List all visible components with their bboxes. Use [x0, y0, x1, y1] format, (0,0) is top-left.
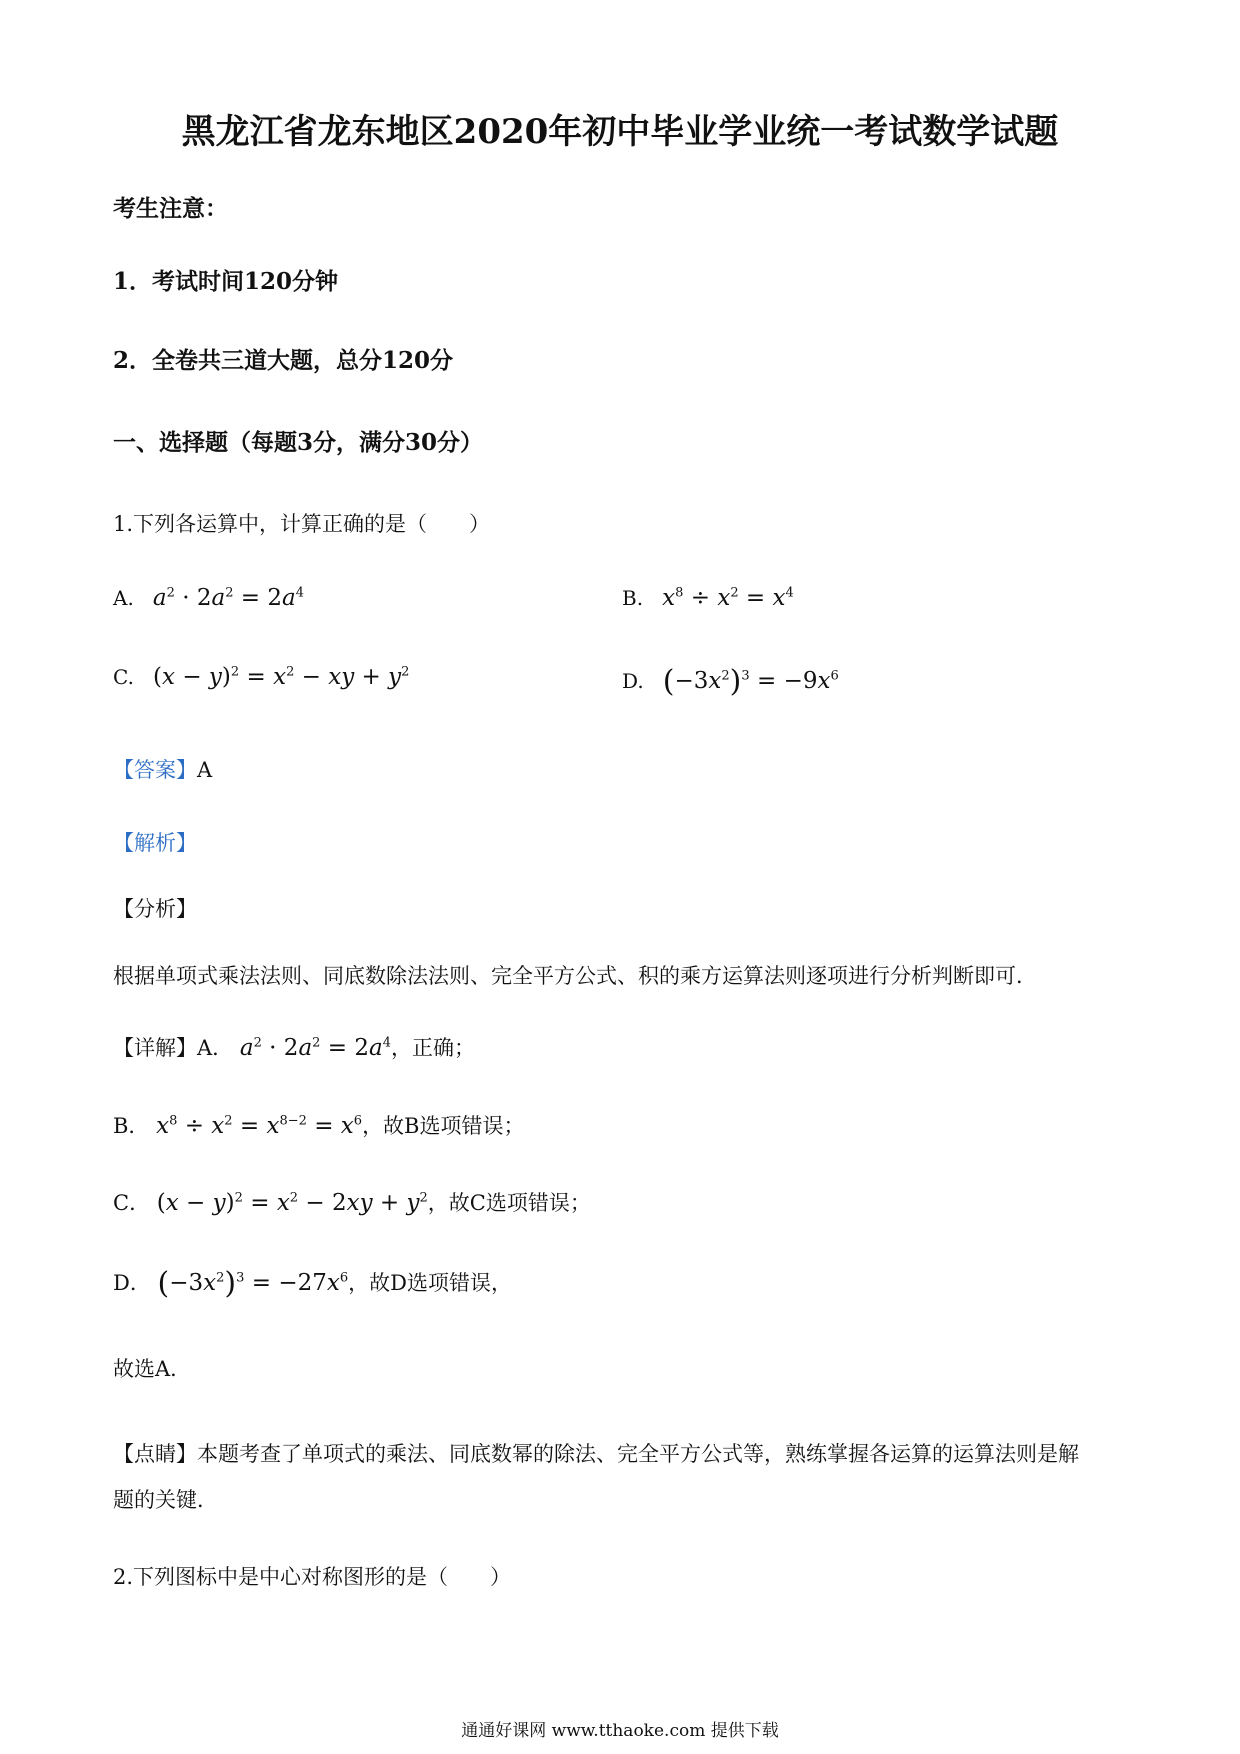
jiexi-tag: 【解析】: [113, 831, 197, 855]
detail-d-suffix: ，故D选项错误，: [348, 1271, 512, 1295]
detail-c: [113, 1187, 591, 1217]
notice-item-score: 2．全卷共三道大题，总分120分: [113, 347, 454, 374]
answer-line: [113, 754, 212, 784]
detail-a: [113, 1032, 475, 1062]
option-b-formula: $x^8 \div x^2 = x^4$: [662, 585, 794, 611]
notice-item-time: 1．考试时间120分钟: [113, 268, 339, 295]
detail-b-prefix: B．: [113, 1114, 150, 1138]
detail-c-suffix: ，故C选项错误；: [427, 1191, 591, 1215]
dianjing-line-1: 【点睛】本题考查了单项式的乘法、同底数幂的除法、完全平方公式等，熟练掌握各运算的运算法则是解: [113, 1442, 1079, 1466]
option-d-formula: $(-3x^2)^3 = -9x^6$: [662, 664, 839, 699]
dianjing-line-2: 题的关键．: [113, 1488, 218, 1512]
detail-c-prefix: C．: [113, 1191, 151, 1215]
page-title: 黑龙江省龙东地区2020年初中毕业学业统一考试数学试题: [181, 112, 1059, 152]
option-c: [113, 664, 409, 690]
detail-b-suffix: ，故B选项错误；: [362, 1114, 525, 1138]
option-a: [113, 585, 304, 611]
fenxi-tag: 【分析】: [113, 897, 197, 921]
answer-tag: 【答案】: [113, 758, 197, 782]
fenxi-text: 根据单项式乘法法则、同底数除法法则、完全平方公式、积的乘方运算法则逐项进行分析判断即可．: [113, 964, 1037, 988]
detail-c-formula: $(x - y)^2 = x^2 - 2xy + y^2$: [156, 1190, 428, 1216]
page-footer: 通通好课网 www.tthaoke.com 提供下载: [461, 1721, 779, 1741]
detail-d-formula: $(-3x^2)^3 = -27x^6$: [157, 1266, 349, 1301]
question-1-stem: 1.下列各运算中，计算正确的是（ ）: [113, 512, 491, 536]
detail-a-suffix: ，正确；: [390, 1036, 475, 1060]
option-c-formula: $(x - y)^2 = x^2$ − xy + $y^2$: [153, 664, 410, 690]
detail-a-formula: $a^2 \cdot 2a^2 = 2a^4$: [239, 1035, 391, 1061]
detail-tag: 【详解】A．: [113, 1036, 234, 1060]
detail-d-prefix: D．: [113, 1271, 151, 1295]
notice-heading: 考生注意：: [113, 195, 228, 222]
detail-b: [113, 1110, 525, 1140]
detail-b-formula: $x^8 \div x^2 = x^{8-2} = x^6$: [156, 1113, 363, 1139]
option-c-letter: C.: [113, 665, 134, 689]
option-a-formula: $a^2 \cdot 2a^2 = 2a^4$: [152, 585, 305, 611]
section-heading-choice: 一、选择题（每题3分，满分30分）: [113, 429, 484, 456]
detail-d: [113, 1266, 512, 1301]
option-b-letter: B.: [622, 586, 644, 610]
conclusion: 故选A．: [113, 1357, 192, 1381]
answer-value: A: [197, 758, 213, 782]
option-d: [622, 664, 839, 699]
option-b: [622, 585, 794, 611]
option-a-letter: A.: [113, 586, 134, 610]
option-d-letter: D.: [622, 669, 644, 693]
question-2-stem: 2.下列图标中是中心对称图形的是（ ）: [113, 1565, 512, 1589]
